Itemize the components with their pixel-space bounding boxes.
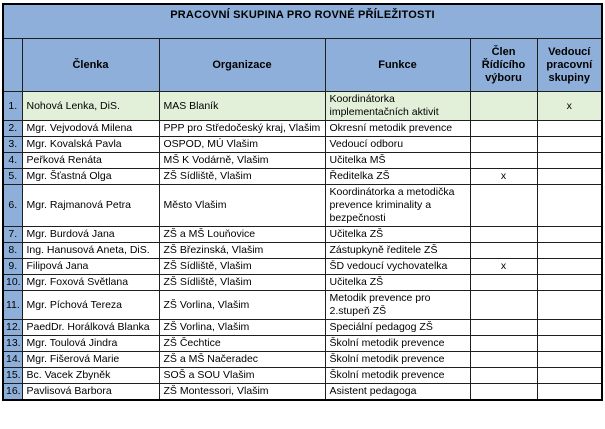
table-row <box>3 137 602 153</box>
steering-committee-mark-cell <box>470 291 537 320</box>
steering-committee-mark-cell <box>470 227 537 243</box>
member-name-cell: Mgr. Toulová Jindra <box>22 336 159 352</box>
table-row <box>3 243 602 259</box>
function-cell: Školní metodik prevence <box>325 352 470 368</box>
member-name-cell: Mgr. Píchová Tereza <box>22 291 159 320</box>
table-row <box>3 291 602 320</box>
row-number-cell: 5. <box>3 169 22 185</box>
member-name-cell: Pavlisová Barbora <box>22 384 159 401</box>
column-header-number <box>3 39 22 92</box>
table-title: PRACOVNÍ SKUPINA PRO ROVNÉ PŘÍLEŽITOSTI <box>3 4 602 39</box>
working-group-table <box>2 3 603 401</box>
member-name-cell: Nohová Lenka, DiS. <box>22 92 159 121</box>
row-number-cell: 16. <box>3 384 22 401</box>
table-row <box>3 275 602 291</box>
organization-cell: ZŠ Březinská, Vlašim <box>159 243 325 259</box>
table-row <box>3 153 602 169</box>
function-cell: Koordinátorka a metodička prevence kriminality a bezpečnosti <box>325 185 470 227</box>
organization-cell: ZŠ a MŠ Louňovice <box>159 227 325 243</box>
row-number-cell: 13. <box>3 336 22 352</box>
steering-committee-mark-cell <box>470 384 537 401</box>
organization-cell: ZŠ Vorlina, Vlašim <box>159 320 325 336</box>
function-cell: Učitelka ZŠ <box>325 227 470 243</box>
member-name-cell: Mgr. Fišerová Marie <box>22 352 159 368</box>
organization-cell: PPP pro Středočeský kraj, Vlašim <box>159 121 325 137</box>
steering-committee-mark-cell <box>470 92 537 121</box>
steering-committee-mark-cell <box>470 275 537 291</box>
steering-committee-mark-cell <box>470 243 537 259</box>
table-row <box>3 185 602 227</box>
member-name-cell: Mgr. Foxová Světlana <box>22 275 159 291</box>
row-number-cell: 10. <box>3 275 22 291</box>
table-body <box>3 4 602 400</box>
group-leader-mark-cell <box>537 336 602 352</box>
function-cell: Školní metodik prevence <box>325 368 470 384</box>
group-leader-mark-cell <box>537 227 602 243</box>
organization-cell: SOŠ a SOU Vlašim <box>159 368 325 384</box>
organization-cell: OSPOD, MÚ Vlašim <box>159 137 325 153</box>
row-number-cell: 15. <box>3 368 22 384</box>
function-cell: Vedoucí odboru <box>325 137 470 153</box>
organization-cell: ZŠ Montessori, Vlašim <box>159 384 325 401</box>
organization-cell: ZŠ Sídliště, Vlašim <box>159 169 325 185</box>
function-cell: Speciální pedagog ZŠ <box>325 320 470 336</box>
organization-cell: ZŠ Sídliště, Vlašim <box>159 259 325 275</box>
function-cell: Koordinátorka implementačních aktivit <box>325 92 470 121</box>
row-number-cell: 4. <box>3 153 22 169</box>
table-header-row <box>3 39 602 92</box>
function-cell: Učitelka MŠ <box>325 153 470 169</box>
group-leader-mark-cell <box>537 352 602 368</box>
row-number-cell: 9. <box>3 259 22 275</box>
function-cell: Ředitelka ZŠ <box>325 169 470 185</box>
member-name-cell: Filipová Jana <box>22 259 159 275</box>
column-header-function: Funkce <box>325 39 470 92</box>
column-header-group-leader: Vedoucí pracovní skupiny <box>537 39 602 92</box>
group-leader-mark-cell <box>537 275 602 291</box>
row-number-cell: 8. <box>3 243 22 259</box>
row-number-cell: 14. <box>3 352 22 368</box>
row-number-cell: 11. <box>3 291 22 320</box>
steering-committee-mark-cell <box>470 368 537 384</box>
organization-cell: ZŠ a MŠ Načeradec <box>159 352 325 368</box>
row-number-cell: 3. <box>3 137 22 153</box>
column-header-organization: Organizace <box>159 39 325 92</box>
function-cell: Metodik prevence pro 2.stupeň ZŠ <box>325 291 470 320</box>
member-name-cell: Ing. Hanusová Aneta, DiS. <box>22 243 159 259</box>
organization-cell: ZŠ Vorlina, Vlašim <box>159 291 325 320</box>
steering-committee-mark-cell <box>470 137 537 153</box>
table-row <box>3 352 602 368</box>
row-number-cell: 12. <box>3 320 22 336</box>
steering-committee-mark-cell <box>470 336 537 352</box>
member-name-cell: Mgr. Rajmanová Petra <box>22 185 159 227</box>
row-number-cell: 2. <box>3 121 22 137</box>
table-row <box>3 320 602 336</box>
member-name-cell: PaedDr. Horálková Blanka <box>22 320 159 336</box>
row-number-cell: 7. <box>3 227 22 243</box>
steering-committee-mark-cell <box>470 121 537 137</box>
table-row <box>3 227 602 243</box>
steering-committee-mark-cell <box>470 153 537 169</box>
steering-committee-mark-cell <box>470 352 537 368</box>
organization-cell: ZŠ Sídliště, Vlašim <box>159 275 325 291</box>
member-name-cell: Mgr. Šťastná Olga <box>22 169 159 185</box>
table-row <box>3 368 602 384</box>
group-leader-mark-cell <box>537 153 602 169</box>
function-cell: ŠD vedoucí vychovatelka <box>325 259 470 275</box>
group-leader-mark-cell <box>537 169 602 185</box>
group-leader-mark-cell <box>537 320 602 336</box>
organization-cell: MAS Blaník <box>159 92 325 121</box>
table-row <box>3 92 602 121</box>
steering-committee-mark-cell: x <box>470 169 537 185</box>
group-leader-mark-cell <box>537 121 602 137</box>
table-row <box>3 384 602 401</box>
group-leader-mark-cell <box>537 384 602 401</box>
member-name-cell: Mgr. Burdová Jana <box>22 227 159 243</box>
function-cell: Zástupkyně ředitele ZŠ <box>325 243 470 259</box>
table-title-row <box>3 4 602 39</box>
organization-cell: ZŠ Čechtice <box>159 336 325 352</box>
steering-committee-mark-cell <box>470 185 537 227</box>
group-leader-mark-cell: x <box>537 92 602 121</box>
table-row <box>3 336 602 352</box>
steering-committee-mark-cell <box>470 320 537 336</box>
table-row <box>3 169 602 185</box>
organization-cell: MŠ K Vodárně, Vlašim <box>159 153 325 169</box>
column-header-member: Členka <box>22 39 159 92</box>
member-name-cell: Mgr. Vejvodová Milena <box>22 121 159 137</box>
group-leader-mark-cell <box>537 368 602 384</box>
function-cell: Učitelka ZŠ <box>325 275 470 291</box>
table-row <box>3 121 602 137</box>
row-number-cell: 1. <box>3 92 22 121</box>
member-name-cell: Bc. Vacek Zbyněk <box>22 368 159 384</box>
group-leader-mark-cell <box>537 291 602 320</box>
function-cell: Asistent pedagoga <box>325 384 470 401</box>
member-name-cell: Peřková Renáta <box>22 153 159 169</box>
group-leader-mark-cell <box>537 243 602 259</box>
table-row <box>3 259 602 275</box>
function-cell: Školní metodik prevence <box>325 336 470 352</box>
row-number-cell: 6. <box>3 185 22 227</box>
group-leader-mark-cell <box>537 259 602 275</box>
organization-cell: Město Vlašim <box>159 185 325 227</box>
steering-committee-mark-cell: x <box>470 259 537 275</box>
function-cell: Okresní metodik prevence <box>325 121 470 137</box>
group-leader-mark-cell <box>537 137 602 153</box>
group-leader-mark-cell <box>537 185 602 227</box>
member-name-cell: Mgr. Kovalská Pavla <box>22 137 159 153</box>
column-header-steering-committee: Člen Řídícího výboru <box>470 39 537 92</box>
